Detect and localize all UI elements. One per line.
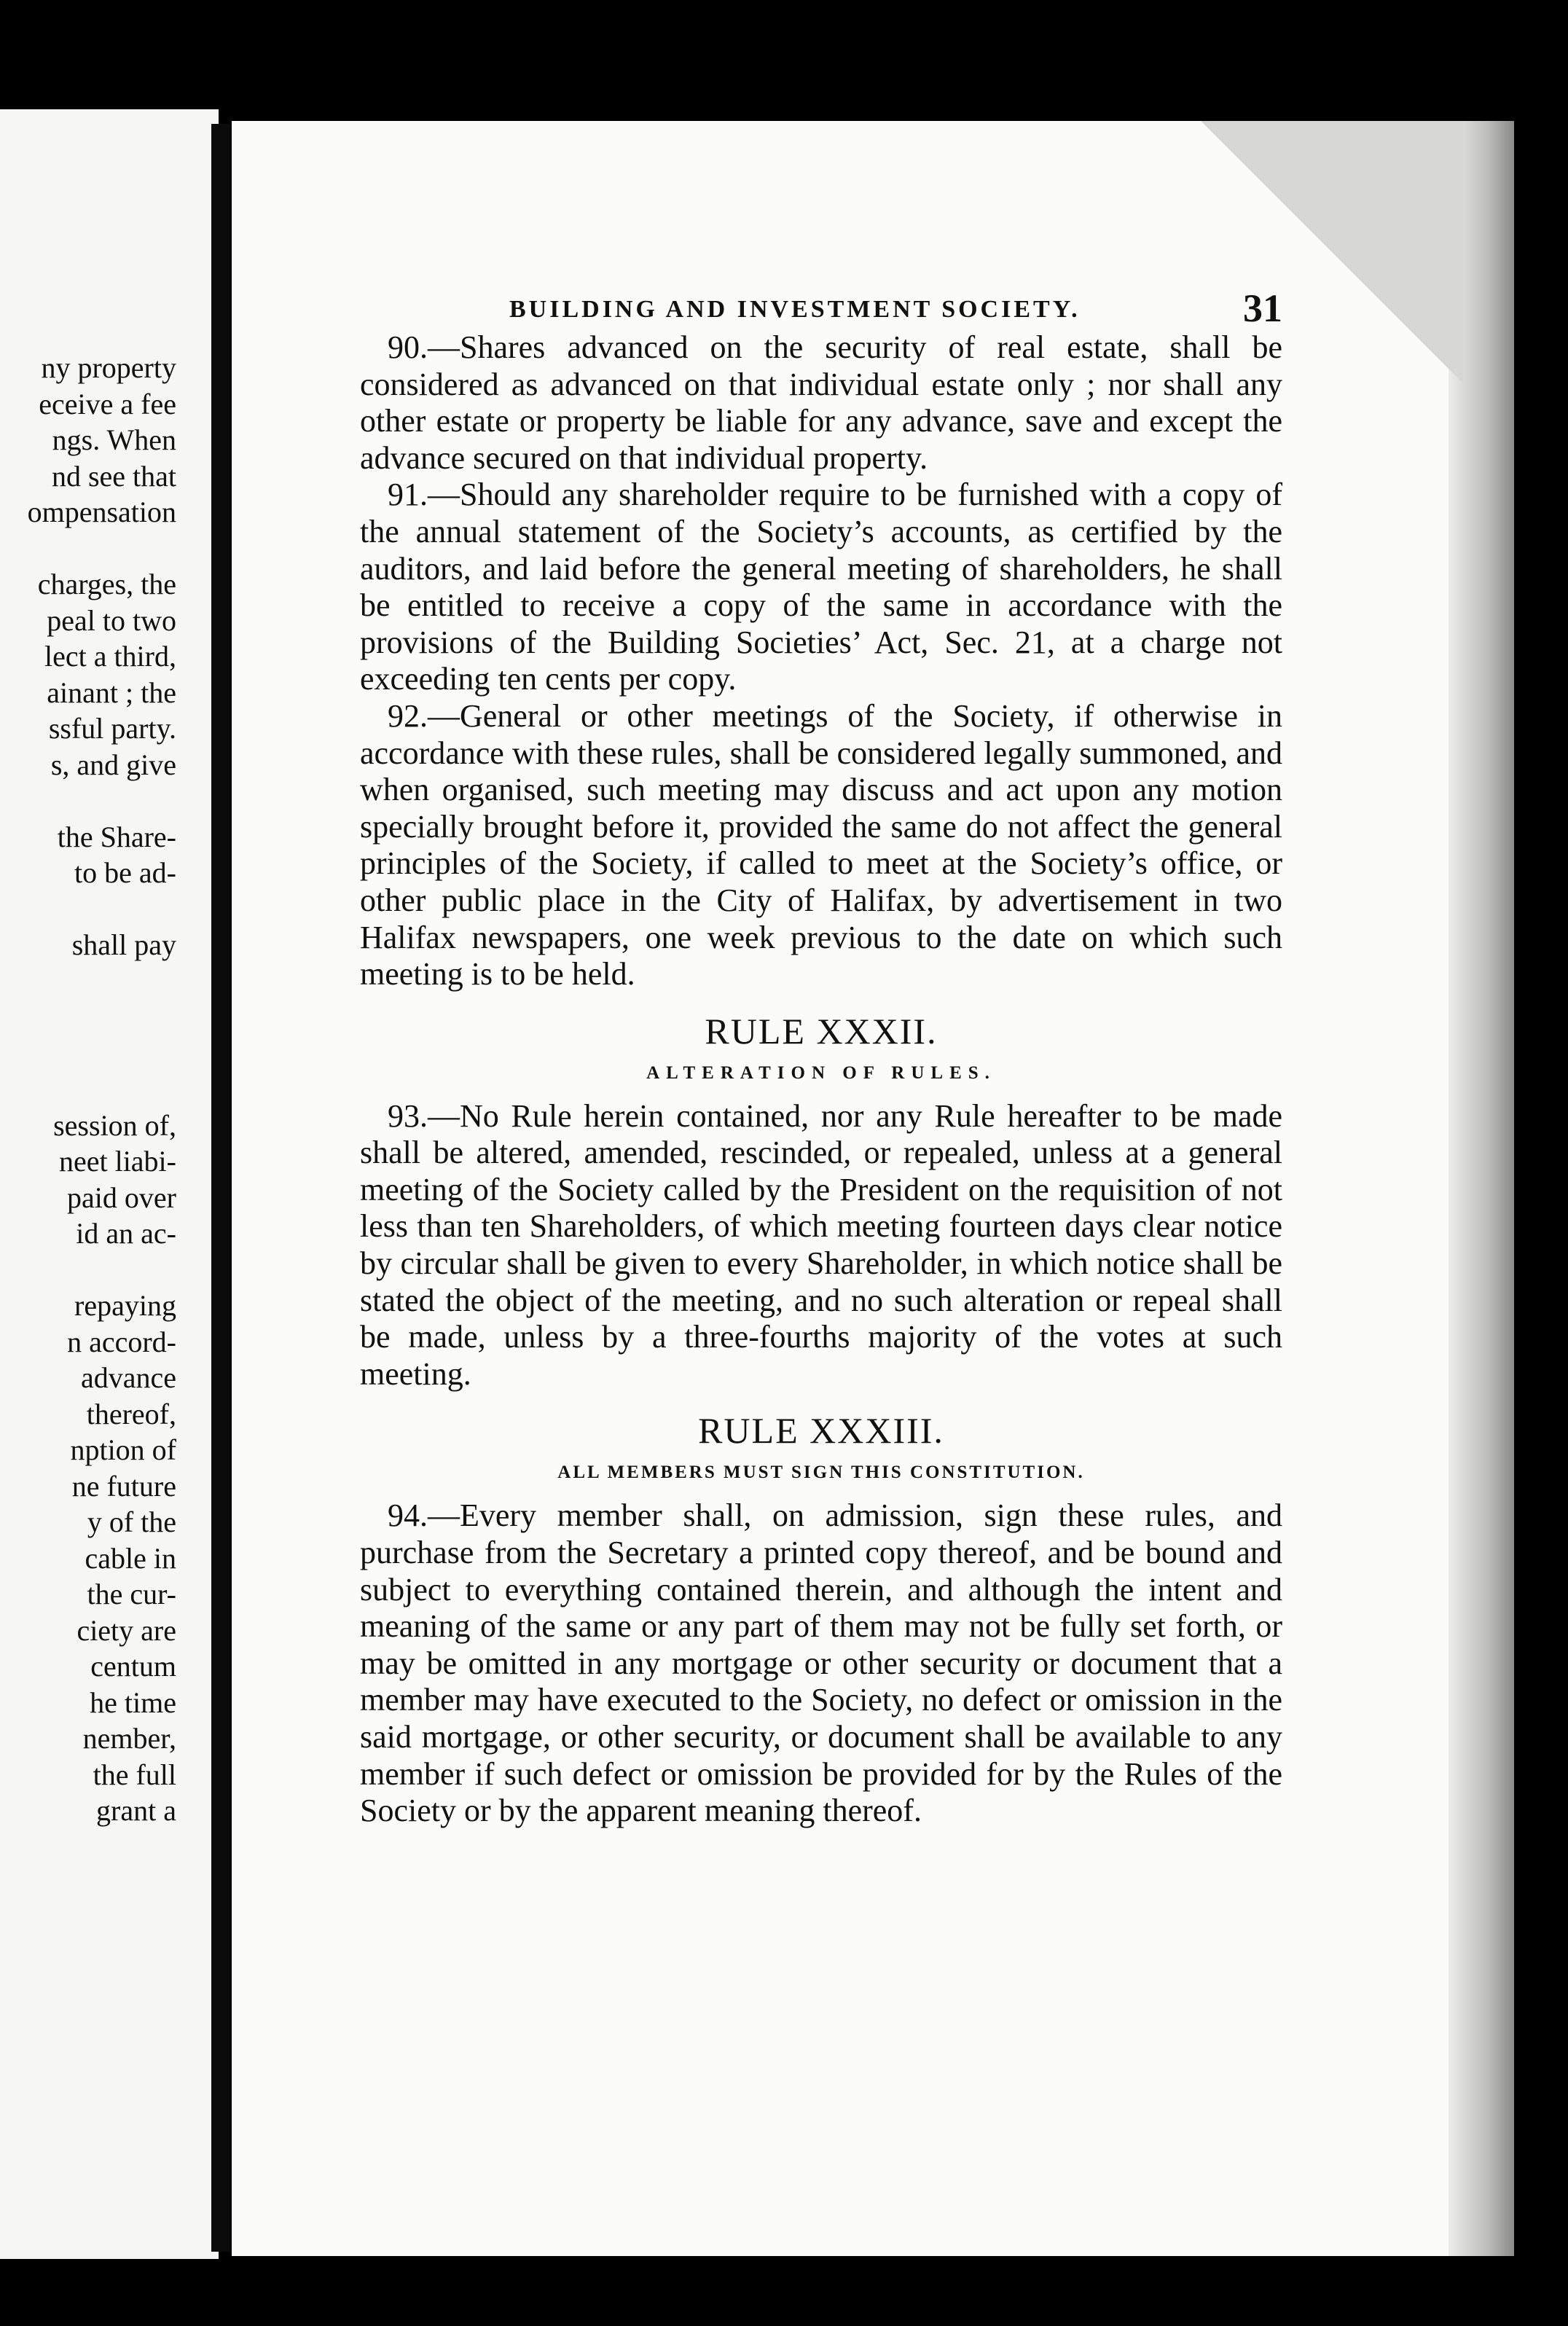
left-page-line: session of, [53, 1108, 176, 1142]
page-content [360, 286, 1282, 1830]
left-page-line: repaying [74, 1289, 176, 1322]
paragraph-93: 93.—No Rule herein contained, nor any Rule hereafter to be made shall be altered, amended, rescinded, or repealed, unless at a general meeting of the Society called by the President on the requisition of not less than ten Shareholders, of which meeting fourteen days clear notice by circular shall be given to every Shareholder, in which notice shall be stated the object of the meeting, and no such alteration or repeal shall be made, unless by a three-fourths majority of the votes at such meeting. [360, 1097, 1282, 1392]
rule-33-heading: RULE XXXIII. [698, 1410, 944, 1452]
left-page-line: peal to two [47, 603, 176, 637]
left-page-line [0, 1035, 219, 1072]
left-page-line: ainant ; the [47, 676, 176, 709]
left-page-line [0, 530, 219, 567]
right-page [232, 121, 1514, 2256]
left-page-line: ssful party. [48, 712, 176, 745]
paragraph-91: 91.—Should any shareholder require to be furnished with a copy of the annual statement of the Society’s accounts, as certified by the auditors, and laid before the general meeting of shareholders, he shall be entitled to receive a copy of the same in accordance with the provisions of the Building Societies’ Act, Sec. 21, at a charge not exceeding ten cents per copy. [360, 477, 1282, 697]
left-page-line: ompensation [27, 496, 176, 528]
running-title: BUILDING AND INVESTMENT SOCIETY. [509, 296, 1081, 323]
left-page-line: centum [90, 1650, 176, 1683]
left-page-line: y of the [87, 1505, 176, 1538]
left-page-line: cable in [85, 1541, 176, 1575]
left-page-line [0, 891, 219, 928]
left-page-line: to be ad- [74, 856, 176, 889]
paragraph-92: 92.—General or other meetings of the Society, if otherwise in accordance with these rules, shall be considered legally summoned, and when organised, such meeting may discuss and act upon any motion specially brought before it, provided the same do not affect the general principles of the Society, if called to meet at the Society’s office, or other public place in the City of Halifax, by advertisement in two Halifax newspapers, one week previous to the date on which such meeting is to be held. [360, 697, 1282, 992]
left-page-line: eceive a fee [39, 387, 176, 420]
left-page-line [0, 963, 219, 1000]
left-page-line: grant a [96, 1794, 176, 1827]
left-page-text [0, 350, 219, 1829]
left-page-line: neet liabi- [58, 1145, 176, 1178]
book-spine [211, 124, 230, 2252]
left-page-fragment [0, 109, 219, 2259]
left-page-line: ciety are [77, 1613, 176, 1647]
left-page-line: the full [93, 1758, 176, 1791]
left-page-line [0, 783, 219, 819]
left-page-line: n accord- [67, 1325, 176, 1358]
paragraph-94: 94.—Every member shall, on admission, sign these rules, and purchase from the Secretary a printed copy thereof, and be bound and subject to everything contained therein, and although the intent and meaning of the same or any part of them may not be fully set forth, or may be omitted in any mortgage or other security or document that a member may have executed to the Society, no defect or omission in the said mortgage, or other security, or document shall be available to any member if such defect or omission be provided for by the Rules of the Society or by the apparent meaning thereof. [360, 1497, 1282, 1829]
rule-32-heading: RULE XXXII. [705, 1010, 938, 1052]
left-page-line: id an ac- [76, 1217, 176, 1250]
left-page-line: the Share- [57, 820, 176, 853]
left-page-line: paid over [67, 1180, 176, 1214]
rule-32-subheading: ALTERATION OF RULES. [646, 1062, 996, 1083]
left-page-line: s, and give [50, 748, 176, 781]
left-page-line: nd see that [51, 459, 176, 493]
paragraph-90: 90.—Shares advanced on the security of real estate, shall be considered as advanced on that individual estate only ; nor shall any other estate or property be liable for any advance, save and except the advance secured on that individual property. [360, 329, 1282, 476]
left-page-line [0, 1252, 219, 1288]
left-page-line: advance [80, 1361, 176, 1394]
left-page-line: nption of [70, 1433, 176, 1466]
left-page-line: the cur- [87, 1578, 176, 1610]
left-page-line: charges, the [37, 568, 176, 600]
left-page-line: he time [90, 1685, 176, 1719]
rule-33-subheading: ALL MEMBERS MUST SIGN THIS CONSTITUTION. [557, 1462, 1085, 1483]
left-page-line: ne future [71, 1469, 176, 1503]
left-page-line: lect a third, [44, 640, 176, 673]
left-page-line: nember, [82, 1722, 176, 1755]
running-head [360, 286, 1282, 330]
left-page-line: ngs. When [52, 423, 176, 456]
left-page-line: ny property [41, 351, 176, 384]
left-page-line: thereof, [86, 1397, 176, 1430]
left-page-line [0, 999, 219, 1035]
left-page-line [0, 1071, 219, 1108]
page-number: 31 [1243, 286, 1282, 330]
left-page-line: shall pay [71, 928, 176, 961]
page-edge [1449, 121, 1514, 2256]
